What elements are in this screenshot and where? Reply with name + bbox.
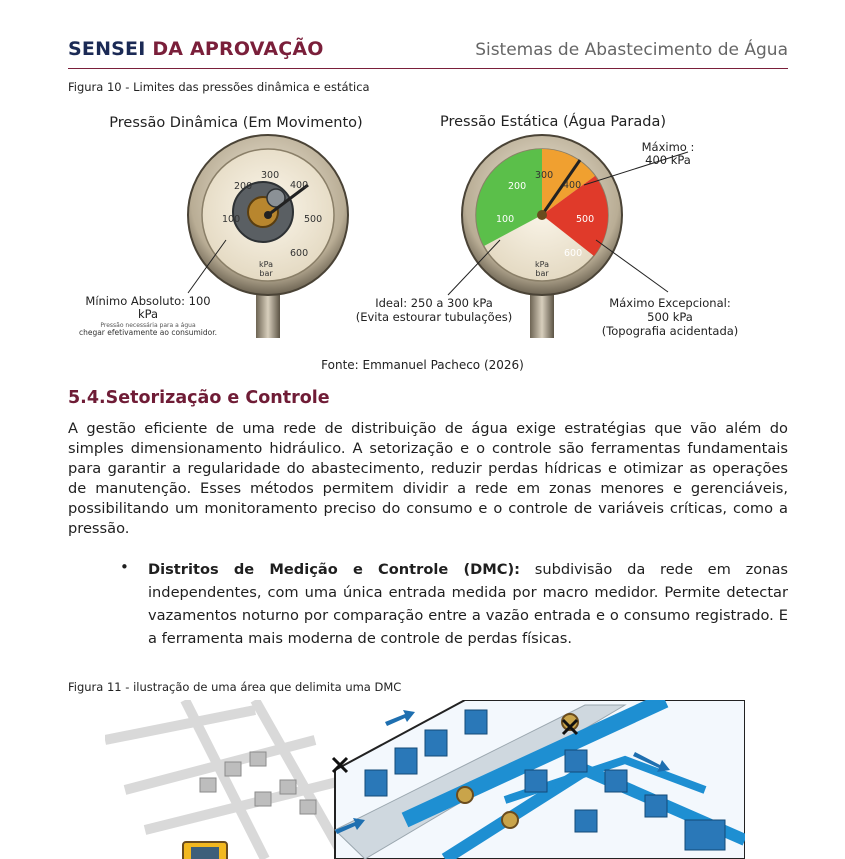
svg-text:chegar efetivamente ao consumi: chegar efetivamente ao consumidor. <box>78 328 218 337</box>
svg-text:500: 500 <box>576 214 595 225</box>
bullet-term: Distritos de Medição e Controle (DMC): <box>148 561 520 578</box>
svg-text:(Topografia acidentada): (Topografia acidentada) <box>601 324 739 338</box>
svg-text:bar: bar <box>259 269 273 278</box>
dynamic-pressure-title: Pressão Dinâmica (Em Movimento) <box>109 115 363 131</box>
svg-text:Máximo :: Máximo : <box>641 140 695 154</box>
svg-text:kPa: kPa <box>259 260 273 269</box>
figure-10-source: Fonte: Emmanuel Pacheco (2026) <box>321 358 524 372</box>
svg-text:100: 100 <box>496 214 515 225</box>
svg-text:400: 400 <box>563 180 582 191</box>
svg-text:Máximo Excepcional:: Máximo Excepcional: <box>609 296 731 310</box>
bullet-item <box>148 558 788 650</box>
dynamic-pressure-gauge <box>188 135 348 338</box>
svg-text:(Evita estourar tubulações): (Evita estourar tubulações) <box>355 310 513 324</box>
bullet-marker: • <box>120 558 129 576</box>
svg-text:200: 200 <box>508 181 527 192</box>
body-paragraph: A gestão eficiente de uma rede de distribuição de água exige estratégias que vão além do simples dimensionamento hidráulico. A setorização e o controle são ferramentas fundamentais para garantir a regularidade do abastecimento, reduzir perdas hídricas e otimizar as operações de manutenção. Esses métodos permitem dividir a rede em zonas menores e gerenciáveis, possibilitando um monitoramento preciso do consumo e o controle de variáveis críticas, como a pressão. <box>68 420 788 537</box>
section-heading: 5.4.Setorização e Controle <box>68 388 330 408</box>
static-pressure-title: Pressão Estática (Água Parada) <box>439 114 667 130</box>
svg-text:500 kPa: 500 kPa <box>647 310 693 324</box>
svg-text:kPa: kPa <box>137 307 159 321</box>
brand-part-2: DA APROVAÇÃO <box>152 38 324 60</box>
bullet-text: subdivisão da rede em zonas independentes, com uma única entrada medida por macro medidor. Permite detectar vazamentos noturno por comparação entre a vazão entrada e o consumo registrado. E a ferramenta mais moderna de controle de perdas físicas. <box>148 561 788 647</box>
svg-text:300: 300 <box>261 170 280 181</box>
svg-text:bar: bar <box>535 269 549 278</box>
svg-text:kPa: kPa <box>535 260 549 269</box>
svg-text:600: 600 <box>564 248 583 259</box>
svg-text:400: 400 <box>290 180 309 191</box>
figure-11-caption: Figura 11 - ilustração de uma área que delimita uma DMC <box>68 680 402 694</box>
page-header <box>68 36 788 69</box>
pressure-gauges-illustration <box>68 100 788 345</box>
svg-text:100: 100 <box>222 214 241 225</box>
svg-text:200: 200 <box>234 181 253 192</box>
svg-text:300: 300 <box>535 170 554 181</box>
svg-text:400 kPa: 400 kPa <box>645 153 691 167</box>
gauge-stem <box>256 290 280 338</box>
svg-text:Pressão necessária para a água: Pressão necessária para a água <box>100 322 196 329</box>
dmc-area-illustration <box>105 700 745 859</box>
gauge-stem <box>530 290 554 338</box>
brand-part-1: SENSEI <box>68 38 146 60</box>
svg-text:600: 600 <box>290 248 309 259</box>
figure-10-caption: Figura 10 - Limites das pressões dinâmica e estática <box>68 80 370 94</box>
svg-text:Mínimo Absoluto: 100: Mínimo Absoluto: 100 <box>85 294 211 308</box>
document-title: Sistemas de Abastecimento de Água <box>475 40 788 60</box>
svg-text:Ideal: 250 a 300 kPa: Ideal: 250 a 300 kPa <box>375 296 493 310</box>
brand-logo <box>68 38 324 60</box>
svg-text:500: 500 <box>304 214 323 225</box>
